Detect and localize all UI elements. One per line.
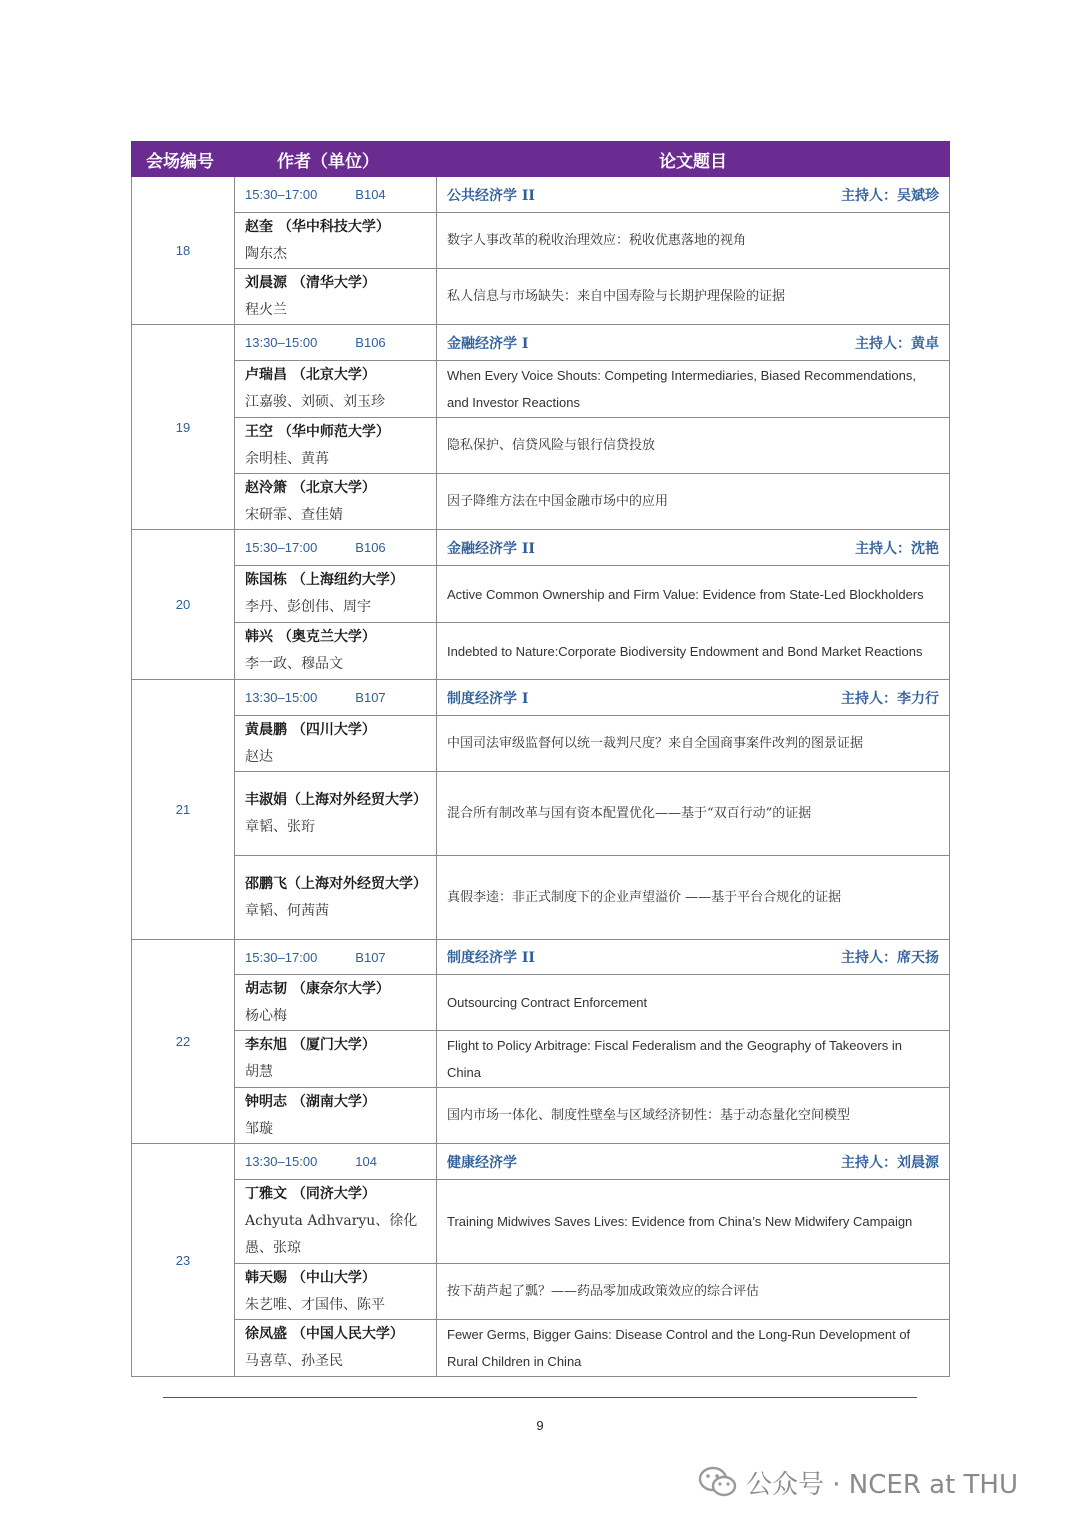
lead-author: 卢瑞昌 （北京大学） xyxy=(245,367,376,383)
session-header-row xyxy=(132,530,950,566)
session-topic-host xyxy=(437,530,950,566)
paper-row xyxy=(132,474,950,530)
paper-row xyxy=(132,361,950,418)
paper-title: When Every Voice Shouts: Competing Intermediaries, Biased Recommendations, and Investor Reactions xyxy=(437,361,950,418)
lead-author: 胡志韧 （康奈尔大学） xyxy=(245,980,390,997)
paper-authors xyxy=(235,1031,437,1088)
lead-author: 邵鹏飞（上海对外经贸大学） xyxy=(245,875,427,892)
paper-title: Training Midwives Saves Lives: Evidence from China’s New Midwifery Campaign xyxy=(437,1180,950,1264)
lead-author: 王空 （华中师范大学） xyxy=(245,423,390,440)
footer-rule xyxy=(163,1397,917,1398)
paper-title: 中国司法审级监督何以统一裁判尺度？来自全国商事案件改判的图景证据 xyxy=(437,716,950,772)
paper-row xyxy=(132,1264,950,1320)
session-header-row xyxy=(132,1144,950,1180)
session-time-room xyxy=(235,325,437,361)
lead-author: 丁雅文 （同济大学） xyxy=(245,1186,376,1202)
paper-title: Flight to Policy Arbitrage: Fiscal Federalism and the Geography of Takeovers in China xyxy=(437,1031,950,1088)
coauthors: Achyuta Adhvaryu、徐化愚、张琼 xyxy=(245,1213,418,1256)
paper-authors xyxy=(235,269,437,325)
coauthors: 赵达 xyxy=(245,748,273,765)
session-topic: 金融经济学 I xyxy=(447,335,529,352)
lead-author: 李东旭 （厦门大学） xyxy=(245,1037,376,1053)
session-header-row xyxy=(132,940,950,975)
session-topic-host xyxy=(437,680,950,716)
session-time: 15:30–17:00 xyxy=(245,187,318,202)
paper-row xyxy=(132,213,950,269)
paper-authors xyxy=(235,474,437,530)
coauthors: 章韬、何茜茜 xyxy=(245,902,329,919)
session-time: 13:30–15:00 xyxy=(245,690,318,705)
session-time: 15:30–17:00 xyxy=(245,949,318,965)
lead-author: 丰淑娟（上海对外经贸大学） xyxy=(245,791,427,808)
paper-title: Outsourcing Contract Enforcement xyxy=(437,975,950,1031)
paper-authors xyxy=(235,623,437,680)
lead-author: 韩兴 （奥克兰大学） xyxy=(245,629,376,645)
paper-authors xyxy=(235,856,437,940)
session-time-room xyxy=(235,940,437,975)
session-topic-host xyxy=(437,940,950,975)
paper-title: 真假李逵：非正式制度下的企业声望溢价 ——基于平台合规化的证据 xyxy=(437,856,950,940)
venue-number: 22 xyxy=(132,940,235,1144)
coauthors: 杨心梅 xyxy=(245,1007,287,1024)
paper-authors xyxy=(235,361,437,418)
paper-row xyxy=(132,716,950,772)
coauthors: 章韬、张珩 xyxy=(245,818,315,835)
session-header-row xyxy=(132,177,950,213)
paper-row xyxy=(132,1088,950,1144)
session-time-room xyxy=(235,680,437,716)
lead-author: 黄晨鹏 （四川大学） xyxy=(245,721,376,738)
session-topic-host xyxy=(437,325,950,361)
page-number: 9 xyxy=(536,1418,544,1433)
session-time-room xyxy=(235,530,437,566)
coauthors: 朱艺唯、才国伟、陈平 xyxy=(245,1296,385,1313)
coauthors: 邹璇 xyxy=(245,1120,273,1137)
session-host: 主持人：刘晨源 xyxy=(841,1154,939,1171)
paper-row xyxy=(132,772,950,856)
lead-author: 韩天赐 （中山大学） xyxy=(245,1269,376,1286)
paper-authors xyxy=(235,418,437,474)
paper-authors xyxy=(235,566,437,623)
lead-author: 刘晨源 （清华大学） xyxy=(245,274,376,291)
watermark xyxy=(698,1462,1018,1502)
coauthors: 宋研霏、查佳婧 xyxy=(245,506,343,523)
coauthors: 李丹、彭创伟、周宇 xyxy=(245,599,371,615)
header-venue: 会场编号 xyxy=(132,142,235,177)
coauthors: 江嘉骏、刘硕、刘玉珍 xyxy=(245,394,385,410)
table-header-row xyxy=(132,142,950,177)
paper-authors xyxy=(235,716,437,772)
session-topic-host xyxy=(437,177,950,213)
wechat-icon xyxy=(698,1465,738,1499)
paper-title: 数字人事改革的税收治理效应：税收优惠落地的视角 xyxy=(437,213,950,269)
lead-author: 赵泠箫 （北京大学） xyxy=(245,479,376,496)
session-topic: 公共经济学 II xyxy=(447,187,535,204)
lead-author: 赵奎 （华中科技大学） xyxy=(245,218,390,235)
paper-row xyxy=(132,1031,950,1088)
session-room: B106 xyxy=(355,335,386,350)
paper-title: Active Common Ownership and Firm Value: Evidence from State-Led Blockholders xyxy=(437,566,950,623)
coauthors: 胡慧 xyxy=(245,1064,273,1080)
session-topic: 制度经济学 II xyxy=(447,950,535,966)
paper-authors xyxy=(235,1180,437,1264)
paper-row xyxy=(132,418,950,474)
lead-author: 徐凤盛 （中国人民大学） xyxy=(245,1326,404,1342)
coauthors: 李一政、穆品文 xyxy=(245,656,343,672)
venue-number: 23 xyxy=(132,1144,235,1377)
paper-title: Fewer Germs, Bigger Gains: Disease Control and the Long-Run Development of Rural Children in China xyxy=(437,1320,950,1377)
schedule-body xyxy=(132,177,950,1377)
paper-authors xyxy=(235,772,437,856)
coauthors: 程火兰 xyxy=(245,301,287,318)
paper-authors xyxy=(235,213,437,269)
session-topic: 健康经济学 xyxy=(447,1154,517,1171)
paper-authors xyxy=(235,975,437,1031)
header-author: 作者（单位） xyxy=(235,142,437,177)
paper-authors xyxy=(235,1320,437,1377)
paper-title: 因子降维方法在中国金融市场中的应用 xyxy=(437,474,950,530)
venue-number: 20 xyxy=(132,530,235,680)
paper-title: Indebted to Nature:Corporate Biodiversity Endowment and Bond Market Reactions xyxy=(437,623,950,680)
coauthors: 陶东杰 xyxy=(245,245,287,262)
session-time-room xyxy=(235,177,437,213)
paper-authors xyxy=(235,1264,437,1320)
paper-row xyxy=(132,623,950,680)
session-time: 15:30–17:00 xyxy=(245,540,318,555)
paper-authors xyxy=(235,1088,437,1144)
session-host: 主持人：李力行 xyxy=(841,690,939,707)
session-room: B107 xyxy=(355,949,386,965)
paper-title: 按下葫芦起了瓢？——药品零加成政策效应的综合评估 xyxy=(437,1264,950,1320)
lead-author: 陈国栋 （上海纽约大学） xyxy=(245,572,404,588)
paper-title: 隐私保护、信贷风险与银行信贷投放 xyxy=(437,418,950,474)
session-time: 13:30–15:00 xyxy=(245,335,318,350)
session-topic: 制度经济学 I xyxy=(447,690,529,707)
session-host: 主持人：吴斌珍 xyxy=(841,187,939,204)
session-time: 13:30–15:00 xyxy=(245,1154,318,1169)
lead-author: 钟明志 （湖南大学） xyxy=(245,1093,376,1110)
session-host: 主持人：席天扬 xyxy=(841,950,939,966)
session-time-room xyxy=(235,1144,437,1180)
header-title: 论文题目 xyxy=(437,142,950,177)
paper-row xyxy=(132,1180,950,1264)
session-room: B106 xyxy=(355,540,386,555)
session-header-row xyxy=(132,325,950,361)
session-topic: 金融经济学 II xyxy=(447,540,535,557)
session-topic-host xyxy=(437,1144,950,1180)
session-header-row xyxy=(132,680,950,716)
paper-row xyxy=(132,1320,950,1377)
venue-number: 18 xyxy=(132,177,235,325)
session-room: 104 xyxy=(355,1154,377,1169)
session-host: 主持人：黄卓 xyxy=(855,335,939,352)
paper-title: 混合所有制改革与国有资本配置优化——基于“双百行动”的证据 xyxy=(437,772,950,856)
paper-title: 国内市场一体化、制度性壁垒与区域经济韧性：基于动态量化空间模型 xyxy=(437,1088,950,1144)
venue-number: 19 xyxy=(132,325,235,530)
paper-row xyxy=(132,856,950,940)
paper-row xyxy=(132,566,950,623)
paper-row xyxy=(132,269,950,325)
paper-row xyxy=(132,975,950,1031)
coauthors: 马喜草、孙圣民 xyxy=(245,1353,343,1369)
watermark-text: 公众号 · NCER at THU xyxy=(746,1469,1019,1500)
session-host: 主持人：沈艳 xyxy=(855,540,939,557)
schedule-table xyxy=(131,141,950,1377)
coauthors: 余明桂、黄苒 xyxy=(245,450,329,467)
session-room: B107 xyxy=(355,690,386,705)
session-room: B104 xyxy=(355,187,386,202)
paper-title: 私人信息与市场缺失：来自中国寿险与长期护理保险的证据 xyxy=(437,269,950,325)
venue-number: 21 xyxy=(132,680,235,940)
